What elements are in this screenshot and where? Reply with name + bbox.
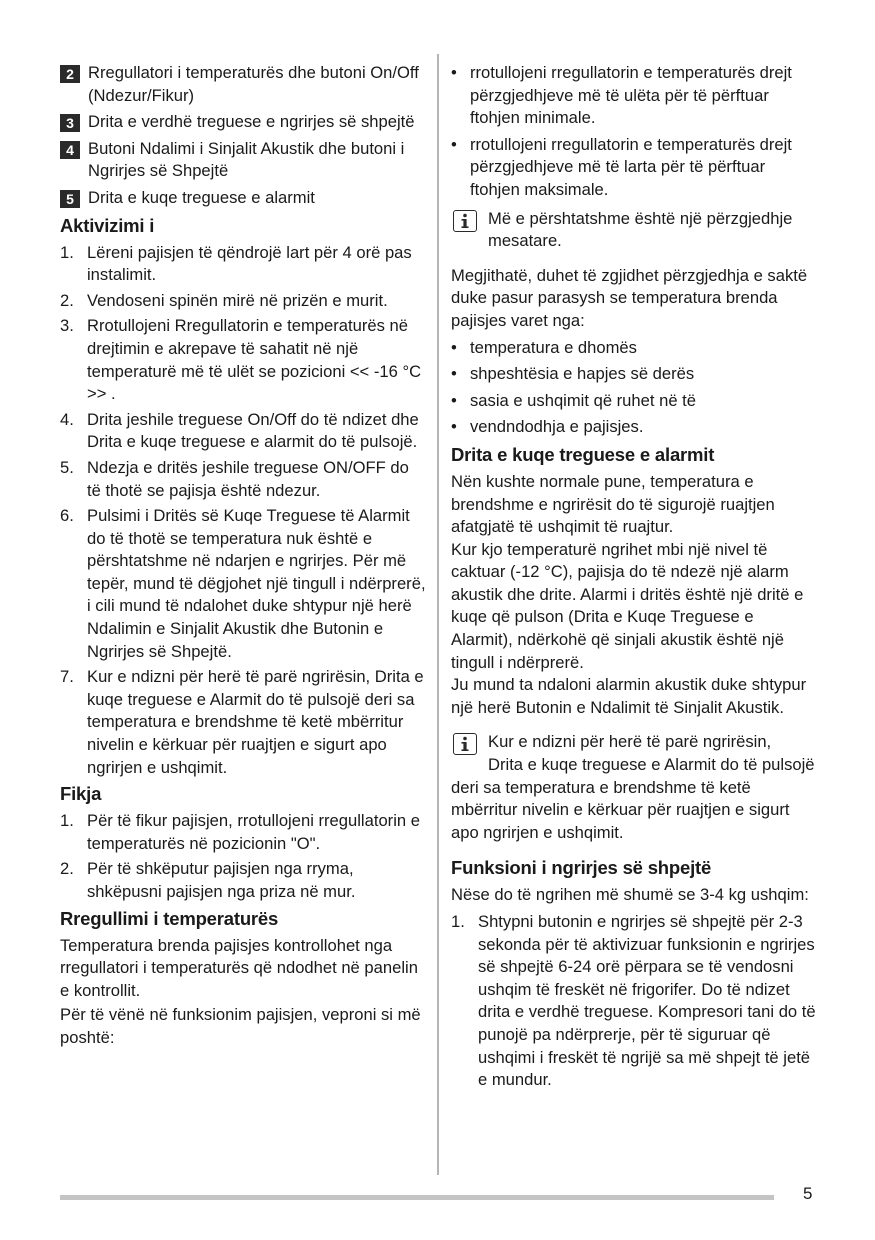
step-number: 6.: [60, 506, 74, 526]
however-paragraph: Megjithatë, duhet të zgjidhet përzgjedhja e saktë duke pasur parasysh se temperatura brenda pajisjes varet nga:: [451, 265, 808, 330]
step-text: Drita jeshile treguese On/Off do të ndizet dhe Drita e kuqe treguese e alarmit do të pulsojë.: [87, 409, 419, 452]
bullet-glyph: •: [451, 63, 457, 82]
note-text: Më e përshtatshme është një përzgjedhje mesatare.: [488, 208, 793, 251]
list-item: [60, 290, 426, 313]
list-item: [451, 62, 819, 130]
legend-number: 4: [60, 141, 80, 159]
list-item: [60, 666, 426, 779]
step-number: 5.: [60, 457, 74, 477]
list-item: [451, 134, 819, 202]
activation-steps: [60, 242, 426, 780]
bullet-glyph: •: [451, 364, 457, 384]
step-text: Për të fikur pajisjen, rrotullojeni rregullatorin e temperaturës në pozicionin "O".: [87, 811, 420, 853]
off-steps: [60, 810, 426, 903]
temp-heading: Rregullimi i temperaturës: [60, 907, 279, 929]
bullet-text: temperatura e dhomës: [470, 337, 637, 357]
bullet-glyph: •: [451, 134, 457, 154]
list-item: [451, 337, 819, 360]
step-text: Vendoseni spinën mirë në prizën e murit.: [87, 290, 388, 310]
list-item: [60, 242, 426, 287]
fast-freeze-paragraph: Nëse do të ngrihen më shumë se 3-4 kg ushqim:: [451, 885, 809, 905]
bullet-text: shpeshtësia e hapjes së derës: [470, 364, 695, 384]
info-icon: [453, 210, 477, 232]
alarm-paragraph-2: Kur kjo temperaturë ngrihet mbi një nivel të caktuar (-12 °C), pajisja do të ndezë një alarm akustik dhe drite. Alarmi i dritës është një dritë e kuqe që pulson (Drita e Kuqe Treguese e Alarmit), ndërkohë që sinjali akustik është një tingull i ndërprerë.: [451, 539, 804, 672]
note-text: Kur e ndizni për herë të parë ngrirësin,: [488, 732, 772, 752]
bullet-glyph: •: [451, 337, 457, 357]
list-item: [60, 505, 426, 663]
note-box-2: [451, 731, 819, 844]
legend-number: 2: [60, 65, 80, 83]
bullet-text: rrotullojeni rregullatorin e temperaturës drejt përzgjedhjeve më të ulëta për të përftuar ftohjen minimale.: [470, 63, 792, 128]
list-item: [60, 457, 426, 502]
page-number: 5: [803, 1184, 813, 1203]
legend-item: [60, 138, 426, 183]
left-column: [60, 62, 426, 1052]
bullet-text: sasia e ushqimit që ruhet në të: [470, 390, 696, 410]
legend-item: [60, 111, 426, 134]
step-number: 2.: [60, 859, 74, 879]
step-text: Rrotullojeni Rregullatorin e temperaturës në drejtimin e akrepave të sahatit në një temperaturë më të ulët se pozicioni << -16 °C >> .: [87, 316, 422, 404]
legend-item: [60, 187, 426, 210]
temp-paragraph: Temperatura brenda pajisjes kontrollohet nga rregullatori i temperaturës që ndodhet në panelin e kontrollit.: [60, 935, 418, 1000]
column-divider: [437, 54, 439, 1175]
list-item: [60, 315, 426, 405]
list-item: [451, 416, 819, 439]
list-item: [451, 363, 819, 386]
alarm-heading: Drita e kuqe treguese e alarmit: [451, 443, 715, 465]
list-item: [60, 810, 426, 855]
step-text: Ndezja e dritës jeshile treguese ON/OFF do të thotë se pajisja është ndezur.: [87, 457, 409, 500]
step-text: Kur e ndizni për herë të parë ngrirësin, Drita e kuqe treguese e Alarmit do të pulsojë deri sa temperatura e brendshme të ketë mbërritur nivelin e kërkuar për ruajtjen e sigurt apo ngrirjen e ushqimit.: [87, 667, 424, 777]
step-number: 1.: [60, 811, 74, 831]
legend-item: [60, 62, 426, 107]
fast-freeze-steps: [451, 911, 819, 1092]
legend-text: Rregullatori i temperaturës dhe butoni On/Off (Ndezur/Fikur): [88, 63, 419, 105]
note-text-continued: Drita e kuqe treguese e Alarmit do të pulsojë deri sa temperatura e brendshme të ketë mbërritur nivelin e kërkuar për ruajtjen e sigurt apo ngrirjen e ushqimit.: [451, 755, 815, 842]
list-item: [60, 409, 426, 454]
footer-rule: [60, 1195, 774, 1200]
right-column: [451, 62, 819, 1095]
activation-heading: Aktivizimi i: [60, 214, 155, 236]
bullet-text: vendndodhja e pajisjes.: [470, 417, 644, 437]
step-text: Lëreni pajisjen të qëndrojë lart për 4 orë pas instalimit.: [87, 242, 412, 285]
list-item: [451, 390, 819, 413]
bullet-glyph: •: [451, 390, 457, 410]
bullet-text: rrotullojeni rregullatorin e temperaturës drejt përzgjedhjeve më të larta për të përftuar ftohjen maksimale.: [470, 134, 792, 199]
list-item: [60, 858, 426, 903]
step-number: 7.: [60, 667, 74, 687]
step-text: Shtypni butonin e ngrirjes së shpejtë për 2-3 sekonda për të aktivizuar funksionin e ngrirjes së shpejtë 6-24 orë përpara se të vendosni ushqim të freskët në frigorifer. Do të ndizet drita e verdhë treguese. Kompresori tani do të punojë pa ndërprerje, për të siguruar që ushqimi i freskët të ngrijë sa më shpejt të jetë e mundur.: [478, 912, 816, 1090]
legend-text: Drita e verdhë treguese e ngrirjes së shpejtë: [88, 112, 415, 132]
legend-number: 3: [60, 114, 80, 132]
legend-text: Butoni Ndalimi i Sinjalit Akustik dhe butoni i Ngrirjes së Shpejtë: [88, 138, 405, 181]
alarm-paragraph-3: Ju mund ta ndaloni alarmin akustik duke shtypur një herë Butonin e Ndalimit të Sinjalit Akustik.: [451, 675, 807, 717]
step-number: 3.: [60, 316, 74, 336]
list-item: [451, 911, 819, 1092]
step-number: 1.: [60, 242, 74, 262]
legend-number: 5: [60, 190, 80, 208]
bullet-list: [451, 62, 819, 202]
off-heading: Fikja: [60, 783, 102, 805]
info-icon: [453, 733, 477, 755]
alarm-paragraph: Nën kushte normale pune, temperatura e brendshme e ngrirësit do të sigurojë ruajtjen afatgjatë të ushqimit të ruajtur.: [451, 471, 775, 537]
step-number: 2.: [60, 290, 74, 310]
bullet-glyph: •: [451, 417, 457, 437]
step-text: Për të shkëputur pajisjen nga rryma, shkëpusni pajisjen nga priza në mur.: [87, 859, 356, 901]
factor-list: [451, 337, 819, 439]
note-box: [451, 208, 819, 253]
step-number: 4.: [60, 409, 74, 429]
temp-paragraph-2: Për të vënë në funksionim pajisjen, veproni si më poshtë:: [60, 1005, 421, 1047]
legend-list: [60, 62, 426, 210]
legend-text: Drita e kuqe treguese e alarmit: [88, 187, 315, 207]
step-number: 1.: [451, 912, 465, 931]
step-text: Pulsimi i Dritës së Kuqe Treguese të Alarmit do të thotë se temperatura nuk është e përshtatshme në ndarjen e ngrirjes. Për më tepër, mund të dëgjohet një tingull i ndërprerë, i cili mund të ndalohet duke shtypur një herë Ndalimin e Sinjalit Akustik dhe Butonin e Ngrirjes së Shpejtë.: [87, 506, 426, 661]
fast-freeze-heading: Funksioni i ngrirjes së shpejtë: [451, 857, 712, 879]
